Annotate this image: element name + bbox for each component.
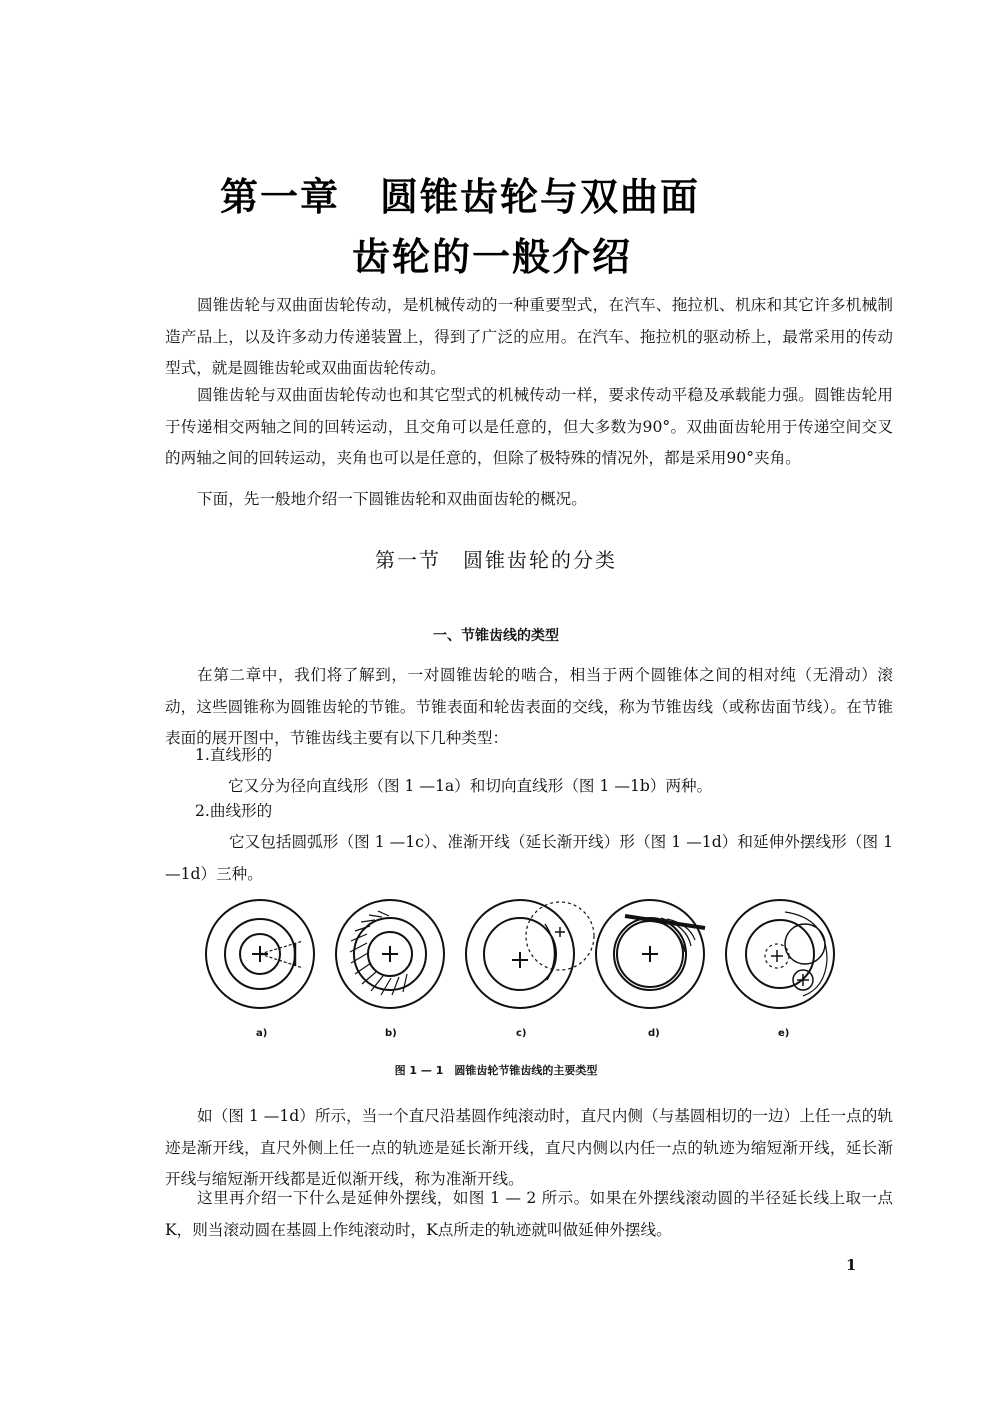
chapter-title-line1: 第一章 圆锥齿轮与双曲面	[219, 175, 700, 219]
figure-a-diagram	[206, 900, 314, 1008]
figure-e-diagram	[726, 900, 834, 1008]
intro-paragraph-1: 圆锥齿轮与双曲面齿轮传动，是机械传动的一种重要型式，在汽车、拖拉机、机床和其它许多机械制造产品上，以及许多动力传递装置上，得到了广泛的应用。在汽车、拖拉机的驱动桥上，最常采用的传动型式，就是圆锥齿轮或双曲面齿轮传动。	[165, 296, 893, 377]
figure-label-a: a)	[256, 1028, 268, 1039]
figure-caption: 图 1 — 1 圆锥齿轮节锥齿线的主要类型	[394, 1064, 598, 1077]
figure-label-c: c)	[516, 1028, 527, 1039]
pitch-line-paragraph: 在第二章中，我们将了解到，一对圆锥齿轮的啮合，相当于两个圆锥体之间的相对纯（无滑动）滚动，这些圆锥称为圆锥齿轮的节锥。节锥表面和轮齿表面的交线，称为节锥齿线（或称齿面节线）。在节锥表面的展开图中，节锥齿线主要有以下几种类型：	[165, 666, 893, 747]
figure-label-e: e)	[778, 1028, 790, 1039]
involute-paragraph: 如（图 1 —1d）所示，当一个直尺沿基圆作纯滚动时，直尺内侧（与基圆相切的一边）上任一点的轨迹是渐开线，直尺外侧上任一点的轨迹是延长渐开线，直尺内侧以内任一点的轨迹为缩短渐开线，延长渐开线与缩短渐开线都是近似渐开线，称为准渐开线。	[165, 1107, 893, 1188]
figure-d-diagram	[596, 900, 705, 1008]
figure-b-diagram	[336, 900, 444, 1008]
figure-label-d: d)	[648, 1028, 660, 1039]
intro-paragraph-2: 圆锥齿轮与双曲面齿轮传动也和其它型式的机械传动一样，要求传动平稳及承载能力强。圆锥齿轮用于传递相交两轴之间的回转运动，且交角可以是任意的，但大多数为90°。双曲面齿轮用于传递空间交叉的两轴之间的回转运动，夹角也可以是任意的，但除了极特殊的情况外，都是采用90°夹角。	[165, 386, 893, 467]
figure-label-b: b)	[385, 1028, 397, 1039]
list-item-curved: 2.曲线形的	[195, 802, 273, 820]
chapter-title-line2: 齿轮的一般介绍	[351, 235, 632, 279]
figure-c-diagram	[466, 900, 594, 1008]
page-number: 1	[846, 1256, 857, 1274]
list-item-straight-description: 它又分为径向直线形（图 1 —1a）和切向直线形（图 1 —1b）两种。	[228, 777, 713, 795]
subsection-title: 一、节锥齿线的类型	[433, 628, 559, 644]
list-item-straight: 1.直线形的	[195, 746, 273, 764]
intro-paragraph-3: 下面，先一般地介绍一下圆锥齿轮和双曲面齿轮的概况。	[197, 490, 587, 508]
list-item-curved-description: 它又包括圆弧形（图 1 —1c）、准渐开线（延长渐开线）形（图 1 —1d）和延伸外摆线形（图 1 —1d）三种。	[165, 833, 893, 883]
epicycloid-paragraph: 这里再介绍一下什么是延伸外摆线，如图 1 — 2 所示。如果在外摆线滚动圆的半径延长线上取一点K，则当滚动圆在基圆上作纯滚动时，K点所走的轨迹就叫做延伸外摆线。	[165, 1189, 893, 1239]
section-title: 第一节 圆锥齿轮的分类	[375, 548, 617, 572]
